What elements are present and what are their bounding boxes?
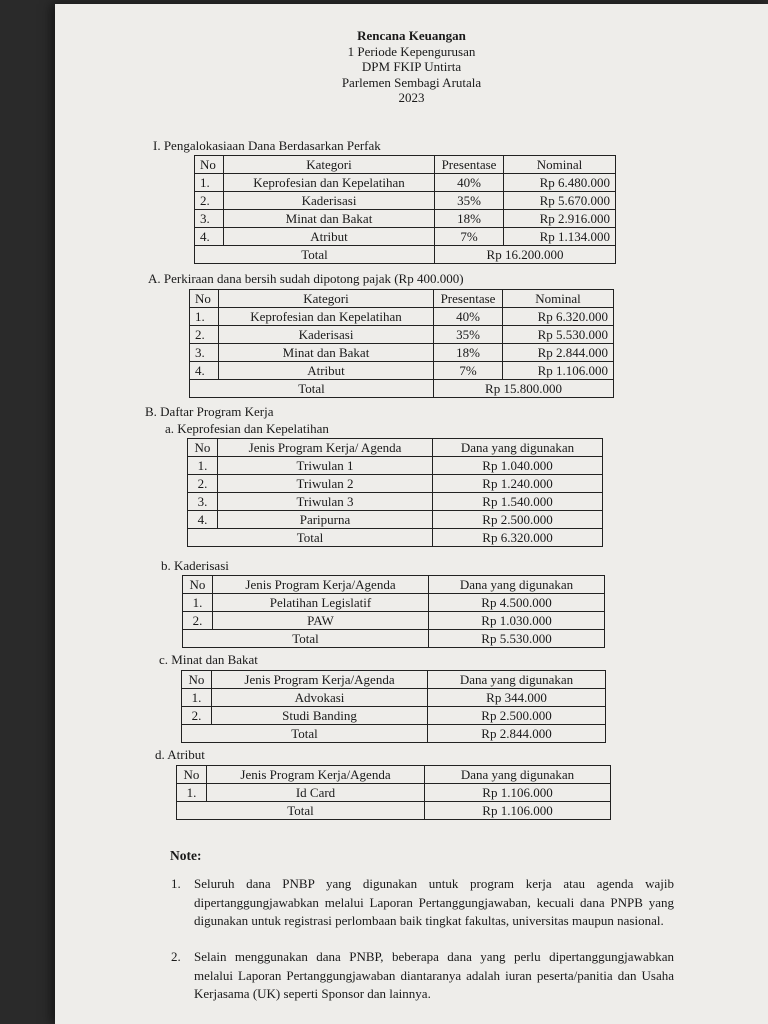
cell-fund: Rp 1.030.000	[429, 612, 605, 630]
document-header	[55, 28, 768, 106]
cell-category: Minat dan Bakat	[219, 344, 434, 362]
cell-fund: Rp 2.500.000	[428, 707, 606, 725]
header-cell: Dana yang digunakan	[433, 439, 603, 457]
cell-no: 2.	[190, 326, 219, 344]
cell-no: 1.	[190, 308, 219, 326]
table-row	[188, 475, 603, 493]
cell-category: Kaderisasi	[224, 192, 435, 210]
total-value: Rp 5.530.000	[429, 630, 605, 648]
header-cell: Dana yang digunakan	[429, 576, 605, 594]
total-row	[190, 380, 614, 398]
cell-fund: Rp 1.540.000	[433, 493, 603, 511]
total-value: Rp 2.844.000	[428, 725, 606, 743]
table-row	[183, 612, 605, 630]
cell-nominal: Rp 1.106.000	[503, 362, 614, 380]
cell-no: 3.	[190, 344, 219, 362]
header-cell: No	[177, 766, 207, 784]
cell-nominal: Rp 5.670.000	[504, 192, 616, 210]
program-table-atribut	[176, 765, 611, 820]
cell-category: Atribut	[224, 228, 435, 246]
header-cell: Jenis Program Kerja/Agenda	[207, 766, 425, 784]
table-row	[188, 511, 603, 529]
cell-program: Id Card	[207, 784, 425, 802]
total-label: Total	[188, 529, 433, 547]
cell-no: 2.	[188, 475, 218, 493]
header-cell: Dana yang digunakan	[425, 766, 611, 784]
cell-no: 1.	[177, 784, 207, 802]
header-year: 2023	[398, 90, 425, 105]
cell-category: Keprofesian dan Kepelatihan	[219, 308, 434, 326]
total-label: Total	[182, 725, 428, 743]
note-number: 1.	[171, 876, 181, 891]
total-value: Rp 16.200.000	[435, 246, 616, 264]
cell-nominal: Rp 2.844.000	[503, 344, 614, 362]
cell-no: 1.	[183, 594, 213, 612]
total-row	[183, 630, 605, 648]
cell-no: 1.	[195, 174, 224, 192]
subsection-c-heading: c. Minat dan Bakat	[159, 652, 258, 667]
net-fund-table	[189, 289, 614, 398]
cell-percent: 18%	[435, 210, 504, 228]
table-row	[190, 344, 614, 362]
table-row	[190, 362, 614, 380]
cell-no: 1.	[182, 689, 212, 707]
cell-no: 3.	[188, 493, 218, 511]
header-cell: Nominal	[503, 290, 614, 308]
header-period: 1 Periode Kepengurusan	[347, 43, 476, 59]
cell-percent: 40%	[434, 308, 503, 326]
cell-no: 3.	[195, 210, 224, 228]
cell-fund: Rp 4.500.000	[429, 594, 605, 612]
table-row	[190, 308, 614, 326]
document-title: Rencana Keuangan	[357, 28, 466, 43]
program-table-minat-bakat	[181, 670, 606, 743]
table-row	[182, 707, 606, 725]
cell-no: 4.	[190, 362, 219, 380]
cell-program: Triwulan 3	[218, 493, 433, 511]
table-row	[182, 689, 606, 707]
cell-percent: 35%	[435, 192, 504, 210]
cell-program: Pelatihan Legislatif	[213, 594, 429, 612]
cell-no: 1.	[188, 457, 218, 475]
total-value: Rp 1.106.000	[425, 802, 611, 820]
cell-nominal: Rp 1.134.000	[504, 228, 616, 246]
cell-percent: 7%	[435, 228, 504, 246]
cell-category: Keprofesian dan Kepelatihan	[224, 174, 435, 192]
table-header-row	[183, 576, 605, 594]
total-row	[195, 246, 616, 264]
cell-category: Minat dan Bakat	[224, 210, 435, 228]
header-cell: No	[183, 576, 213, 594]
cell-percent: 40%	[435, 174, 504, 192]
cell-program: Triwulan 1	[218, 457, 433, 475]
cell-nominal: Rp 2.916.000	[504, 210, 616, 228]
program-table-keprofesian	[187, 438, 603, 547]
table-row	[190, 326, 614, 344]
program-table-kaderisasi	[182, 575, 605, 648]
subsection-b-heading: b. Kaderisasi	[161, 558, 229, 573]
header-cell: Kategori	[219, 290, 434, 308]
header-cell: Dana yang digunakan	[428, 671, 606, 689]
cell-program: Paripurna	[218, 511, 433, 529]
document-page	[55, 4, 768, 1024]
cell-no: 2.	[195, 192, 224, 210]
total-row	[188, 529, 603, 547]
cell-percent: 35%	[434, 326, 503, 344]
table-header-row	[195, 156, 616, 174]
table-row	[195, 228, 616, 246]
cell-program: Triwulan 2	[218, 475, 433, 493]
total-value: Rp 15.800.000	[434, 380, 614, 398]
header-cell: No	[182, 671, 212, 689]
total-label: Total	[195, 246, 435, 264]
header-cell: Presentase	[435, 156, 504, 174]
cell-no: 2.	[182, 707, 212, 725]
cell-program: Advokasi	[212, 689, 428, 707]
header-cell: Jenis Program Kerja/Agenda	[212, 671, 428, 689]
header-cell: Jenis Program Kerja/ Agenda	[218, 439, 433, 457]
table-row	[188, 493, 603, 511]
header-cell: No	[188, 439, 218, 457]
table-row	[195, 174, 616, 192]
header-cabinet: Parlemen Sembagi Arutala	[341, 74, 482, 90]
table-header-row	[188, 439, 603, 457]
table-header-row	[182, 671, 606, 689]
header-organization: DPM FKIP Untirta	[361, 59, 462, 74]
cell-no: 4.	[195, 228, 224, 246]
note-item: Selain menggunakan dana PNBP, beberapa dana yang perlu dipertanggungjawabkan melalui Laporan Pertanggungjawaban diantaranya adalah iuran peserta/panitia dan Usaha Kerjasama (UK) seperti Sponsor dan lainnya.	[194, 949, 674, 1001]
section-1-heading: I. Pengalokasiaan Dana Berdasarkan Perfak	[153, 138, 381, 153]
cell-fund: Rp 1.240.000	[433, 475, 603, 493]
cell-fund: Rp 2.500.000	[433, 511, 603, 529]
notes-heading: Note:	[170, 848, 202, 863]
cell-fund: Rp 344.000	[428, 689, 606, 707]
cell-nominal: Rp 6.480.000	[504, 174, 616, 192]
table-row	[188, 457, 603, 475]
table-row	[195, 192, 616, 210]
section-b-heading: B. Daftar Program Kerja	[145, 404, 274, 419]
cell-program: PAW	[213, 612, 429, 630]
header-cell: No	[190, 290, 219, 308]
cell-percent: 18%	[434, 344, 503, 362]
header-cell: Presentase	[434, 290, 503, 308]
cell-program: Studi Banding	[212, 707, 428, 725]
note-number: 2.	[171, 949, 181, 964]
cell-no: 2.	[183, 612, 213, 630]
subsection-d-heading: d. Atribut	[155, 747, 205, 762]
total-row	[177, 802, 611, 820]
total-row	[182, 725, 606, 743]
cell-nominal: Rp 5.530.000	[503, 326, 614, 344]
total-label: Total	[190, 380, 434, 398]
total-label: Total	[183, 630, 429, 648]
cell-no: 4.	[188, 511, 218, 529]
cell-category: Kaderisasi	[219, 326, 434, 344]
cell-percent: 7%	[434, 362, 503, 380]
header-cell: Jenis Program Kerja/Agenda	[213, 576, 429, 594]
table-header-row	[177, 766, 611, 784]
subsection-a-heading: a. Keprofesian dan Kepelatihan	[165, 421, 329, 436]
section-a-heading: A. Perkiraan dana bersih sudah dipotong pajak (Rp 400.000)	[148, 271, 464, 286]
header-cell: Kategori	[224, 156, 435, 174]
table-header-row	[190, 290, 614, 308]
total-value: Rp 6.320.000	[433, 529, 603, 547]
header-cell: Nominal	[504, 156, 616, 174]
note-item: Seluruh dana PNBP yang digunakan untuk program kerja atau agenda wajib dipertanggungjawabkan melalui Laporan Pertanggungjawaban, kecuali dana PNPB yang digunakan untuk registrasi perlombaan baik tingkat fakultas, universitas maupun nasional.	[194, 876, 674, 928]
table-row	[183, 594, 605, 612]
cell-fund: Rp 1.040.000	[433, 457, 603, 475]
cell-nominal: Rp 6.320.000	[503, 308, 614, 326]
allocation-table	[194, 155, 616, 264]
table-row	[177, 784, 611, 802]
table-row	[195, 210, 616, 228]
cell-fund: Rp 1.106.000	[425, 784, 611, 802]
cell-category: Atribut	[219, 362, 434, 380]
total-label: Total	[177, 802, 425, 820]
header-cell: No	[195, 156, 224, 174]
